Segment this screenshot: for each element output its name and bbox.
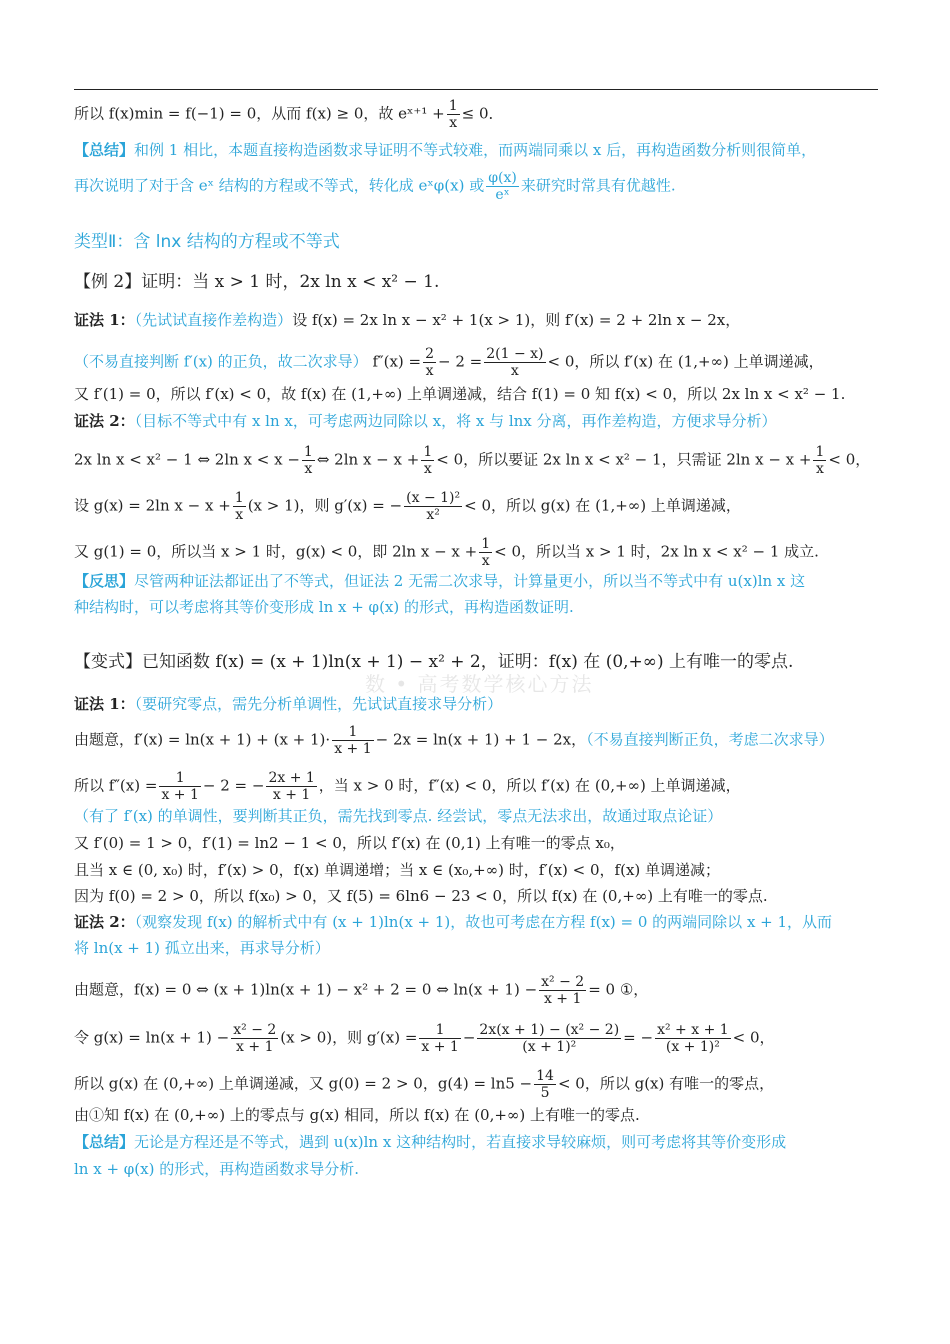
fraction: $\frac{\text{x² − 2}}{x + 1}$ xyxy=(541,974,585,1007)
proof-2-line-c xyxy=(74,490,741,523)
variant-proof-2-line-c xyxy=(74,1022,775,1055)
text: ⇔ 2ln x − x + xyxy=(316,450,420,469)
variant-proof-2-line-b xyxy=(74,974,648,1007)
text: < 0，所以 g(x) 有唯一的零点， xyxy=(557,1074,775,1093)
text: f″(x) = xyxy=(372,352,422,371)
variant-proof-1-hint: （有了 f′(x) 的单调性，要判断其正负，需先找到零点. 经尝试，零点无法求出，故通过取点论证） xyxy=(74,807,723,825)
fraction: $\frac{2(1 - x)}{x}$ xyxy=(486,346,544,379)
summary-tag: 【总结】 xyxy=(74,1133,135,1151)
hint: （先试试直接作差构造） xyxy=(134,311,293,329)
fraction: $\frac{1}{x}$ xyxy=(423,444,433,477)
proof-2-line-d xyxy=(74,536,819,569)
text: 和例 1 相比，本题直接构造函数求导证明不等式较难，而两端同乘以 x 后，再构造函数分析则很简单， xyxy=(134,141,817,159)
example-2-title: 【例 2】证明：当 x > 1 时，2x ln x < x² − 1. xyxy=(74,272,440,292)
summary-1-line-a xyxy=(74,140,816,160)
text: 来研究时常具有优越性. xyxy=(520,176,676,195)
variant-proof-1-line-c xyxy=(74,770,741,803)
variant-proof-2-line-d xyxy=(74,1068,774,1101)
text: (x > 1)，则 g′(x) = − xyxy=(247,496,403,515)
text: = 0 ①， xyxy=(588,980,649,999)
variant-proof-2-line-a xyxy=(74,912,832,932)
proof-1-line-a xyxy=(74,310,740,330)
text: 2x ln x < x² − 1 ⇔ 2ln x < x − xyxy=(74,450,300,469)
text: 设 f(x) = 2x ln x − x² + 1(x > 1)，则 f′(x) = 2 + 2ln x − 2x， xyxy=(292,311,741,329)
fraction: $\frac{\text{x² − 2}}{x + 1}$ xyxy=(233,1022,277,1055)
proof-2-line-a xyxy=(74,411,777,431)
variant-proof-1-line-b xyxy=(74,724,834,757)
fraction: $\frac{1}{x}$ xyxy=(448,98,458,131)
watermark: 数 • 高考数学核心方法 xyxy=(365,672,594,696)
text: < 0，所以 f′(x) 在 (1,+∞) 上单调递减， xyxy=(547,352,824,371)
proof-1-line-c: 又 f′(1) = 0，所以 f′(x) < 0，故 f(x) 在 (1,+∞) 上单调递减，结合 f(1) = 0 知 f(x) < 0，所以 2x ln x < x² − 1. xyxy=(74,385,846,403)
hint: （观察发现 f(x) 的解析式中有 (x + 1)ln(x + 1)，故也可考虑在方程 f(x) = 0 的两端同除以 x + 1，从而 xyxy=(134,913,833,931)
fraction: $\frac{\text{2x(x + 1) − (x² − 2)}}{\text{(x + 1)²}}$ xyxy=(479,1022,620,1055)
summary-1-line-b xyxy=(74,170,676,203)
text: 再次说明了对于含 eˣ 结构的方程或不等式，转化成 eˣφ(x) 或 xyxy=(74,176,485,195)
text: − 2 = xyxy=(438,352,483,371)
fraction: $\frac{1}{x}$ xyxy=(481,536,491,569)
proof-label: 证法 2： xyxy=(74,412,135,430)
proof-2-line-b xyxy=(74,444,870,477)
text: 尽管两种证法都证出了不等式，但证法 2 无需二次求导，计算量更小，所以当不等式中有 u(x)ln x 这 xyxy=(134,572,806,590)
text: = − xyxy=(623,1028,654,1047)
proof-label: 证法 2： xyxy=(74,913,135,931)
fraction: $\frac{14}{5}$ xyxy=(536,1068,554,1101)
section-heading-type-2: 类型Ⅱ：含 lnx 结构的方程或不等式 xyxy=(74,232,340,252)
reflection-line-b: 种结构时，可以考虑将其等价变形成 ln x + φ(x) 的形式，再构造函数证明. xyxy=(74,598,574,616)
reflection-line-a xyxy=(74,571,805,591)
text: < 0， xyxy=(732,1028,775,1047)
text: 所以 f(x)min = f(−1) = 0，从而 f(x) ≥ 0，故 eˣ⁺¹ + xyxy=(74,104,445,123)
fraction: $\frac{1}{x + 1}$ xyxy=(334,724,372,757)
top-rule xyxy=(74,89,878,90)
variant-proof-1-line-f: 因为 f(0) = 2 > 0，所以 f(x₀) > 0，又 f(5) = 6ln6 − 23 < 0，所以 f(x) 在 (0,+∞) 上有唯一的零点. xyxy=(74,887,768,905)
text: 令 g(x) = ln(x + 1) − xyxy=(74,1028,230,1047)
text: ，当 x > 0 时，f″(x) < 0，所以 f′(x) 在 (0,+∞) 上单调递减， xyxy=(318,776,741,795)
fraction: $\frac{1}{x + 1}$ xyxy=(421,1022,459,1055)
hint: （不易直接判断 f′(x) 的正负，故二次求导） xyxy=(74,352,368,371)
summary-2-line-b: ln x + φ(x) 的形式，再构造函数求导分析. xyxy=(74,1160,359,1178)
fraction: $\frac{2}{x}$ xyxy=(425,346,435,379)
line-conclusion xyxy=(74,98,504,131)
text: 由题意，f′(x) = ln(x + 1) + (x + 1)· xyxy=(74,730,331,749)
variant-proof-1-line-a xyxy=(74,694,502,714)
text: 所以 g(x) 在 (0,+∞) 上单调递减，又 g(0) = 2 > 0，g(4) = ln5 − xyxy=(74,1074,533,1093)
text: 设 g(x) = 2ln x − x + xyxy=(74,496,231,515)
fraction: $\frac{1}{x}$ xyxy=(815,444,825,477)
hint: （要研究零点，需先分析单调性，先试试直接求导分析） xyxy=(134,695,503,713)
text: < 0， xyxy=(828,450,871,469)
fraction: $\frac{\text{(x − 1)²}}{\text{x²}}$ xyxy=(406,490,461,523)
fraction: $\frac{2x + 1}{x + 1}$ xyxy=(268,770,315,803)
text: < 0，所以 g(x) 在 (1,+∞) 上单调递减， xyxy=(464,496,741,515)
text: ≤ 0． xyxy=(461,104,504,123)
text: < 0，所以当 x > 1 时，2x ln x < x² − 1 成立. xyxy=(494,542,819,561)
text: 由题意，f(x) = 0 ⇔ (x + 1)ln(x + 1) − x² + 2 = 0 ⇔ ln(x + 1) − xyxy=(74,980,538,999)
text: 所以 f″(x) = xyxy=(74,776,158,795)
hint: （目标不等式中有 x ln x，可考虑两边同除以 x，将 x 与 lnx 分离，再作差构造，方便求导分析） xyxy=(134,412,777,430)
proof-label: 证法 1： xyxy=(74,311,135,329)
text: − xyxy=(462,1028,476,1047)
proof-label: 证法 1： xyxy=(74,695,135,713)
hint: （不易直接判断正负，考虑二次求导） xyxy=(586,730,834,749)
text: (x > 0)，则 g′(x) = xyxy=(280,1028,418,1047)
text: < 0，所以要证 2x ln x < x² − 1，只需证 2ln x − x + xyxy=(436,450,812,469)
variant-proof-2-hint-b: 将 ln(x + 1) 孤立出来，再求导分析） xyxy=(74,939,330,957)
fraction: $\frac{\text{x² + x + 1}}{\text{(x + 1)²}}$ xyxy=(657,1022,729,1055)
summary-2-line-a xyxy=(74,1132,786,1152)
variant-title: 【变式】已知函数 f(x) = (x + 1)ln(x + 1) − x² + 2，证明：f(x) 在 (0,+∞) 上有唯一的零点. xyxy=(74,652,794,672)
fraction: $\frac{1}{x}$ xyxy=(303,444,313,477)
text: 无论是方程还是不等式，遇到 u(x)ln x 这种结构时，若直接求导较麻烦，则可考虑将其等价变形成 xyxy=(134,1133,787,1151)
text: − 2x = ln(x + 1) + 1 − 2x， xyxy=(375,730,587,749)
fraction: $\frac{\varphi(x)}{\text{eˣ}}$ xyxy=(488,170,517,203)
variant-proof-1-line-e: 且当 x ∈ (0, x₀) 时，f′(x) > 0，f(x) 单调递增；当 x ∈ (x₀,+∞) 时，f′(x) < 0，f(x) 单调递减； xyxy=(74,861,721,879)
fraction: $\frac{1}{x}$ xyxy=(234,490,244,523)
reflection-tag: 【反思】 xyxy=(74,572,135,590)
variant-proof-1-line-d: 又 f′(0) = 1 > 0，f′(1) = ln2 − 1 < 0，所以 f′(x) 在 (0,1) 上有唯一的零点 x₀， xyxy=(74,834,625,852)
fraction: $\frac{1}{x + 1}$ xyxy=(161,770,199,803)
text: − 2 = − xyxy=(202,776,265,795)
summary-tag: 【总结】 xyxy=(74,141,135,159)
variant-proof-2-line-e: 由①知 f(x) 在 (0,+∞) 上的零点与 g(x) 相同，所以 f(x) 在 (0,+∞) 上有唯一的零点. xyxy=(74,1106,640,1124)
proof-1-line-b xyxy=(74,346,824,379)
text: 又 g(1) = 0，所以当 x > 1 时，g(x) < 0，即 2ln x − x + xyxy=(74,542,478,561)
